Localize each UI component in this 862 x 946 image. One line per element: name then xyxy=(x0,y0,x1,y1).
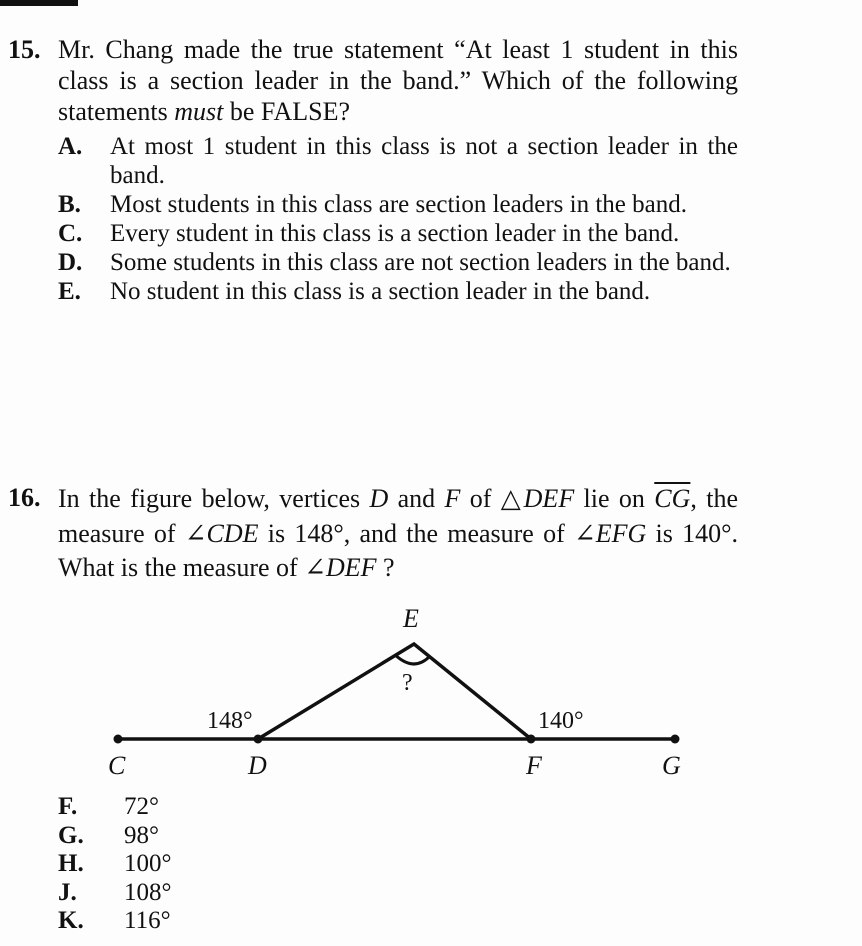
point-g xyxy=(671,735,680,744)
emphasis: must xyxy=(174,97,224,126)
label-g: G xyxy=(662,751,681,780)
option-f[interactable]: F. 72° xyxy=(58,793,159,820)
segment-overline: $\overline{CG}$ xyxy=(654,484,691,513)
answer-choices-16 xyxy=(58,793,172,936)
option-b[interactable]: B. Most students in this class are section leaders in the band. xyxy=(58,191,687,218)
label-f: F xyxy=(526,751,542,780)
option-d[interactable]: D. Some students in this class are not section leaders in the band. xyxy=(58,249,731,276)
option-e[interactable]: E. No student in this class is a section leader in the band. xyxy=(58,278,651,305)
label-angle-d: 148° xyxy=(207,708,253,734)
label-d: D xyxy=(248,751,267,780)
point-f xyxy=(527,735,536,744)
angle-e-arc xyxy=(396,655,430,664)
label-c: C xyxy=(108,751,126,780)
label-angle-e: ? xyxy=(402,670,413,696)
option-c[interactable]: C. Every student in this class is a section leader in the band. xyxy=(58,220,680,247)
question-number: 16. xyxy=(8,483,41,512)
question-stem: In the figure below, vertices D and F of △DEF lie on $\overline{CG}$, the measure of ∠CDE is 148°, and the measure of ∠EFG is 140°. What is the measure of ∠DEF ? xyxy=(58,484,739,582)
label-e: E xyxy=(403,604,419,633)
option-k[interactable]: K. 116° xyxy=(58,907,171,934)
question-stem: Mr. Chang made the true statement “At least 1 student in this class is a section leader in the band.” Which of the following statements must be FALSE? xyxy=(58,35,738,126)
point-d xyxy=(254,735,263,744)
point-c xyxy=(114,735,123,744)
label-angle-f: 140° xyxy=(538,708,584,734)
triangle-sides xyxy=(258,644,531,739)
option-j[interactable]: J. 108° xyxy=(58,878,172,906)
option-h[interactable]: H. 100° xyxy=(58,850,172,877)
question-number: 15. xyxy=(8,35,41,64)
option-g[interactable]: G. 98° xyxy=(58,821,159,849)
option-a[interactable]: A. At most 1 student in this class is not a section leader in the band. xyxy=(58,133,738,189)
